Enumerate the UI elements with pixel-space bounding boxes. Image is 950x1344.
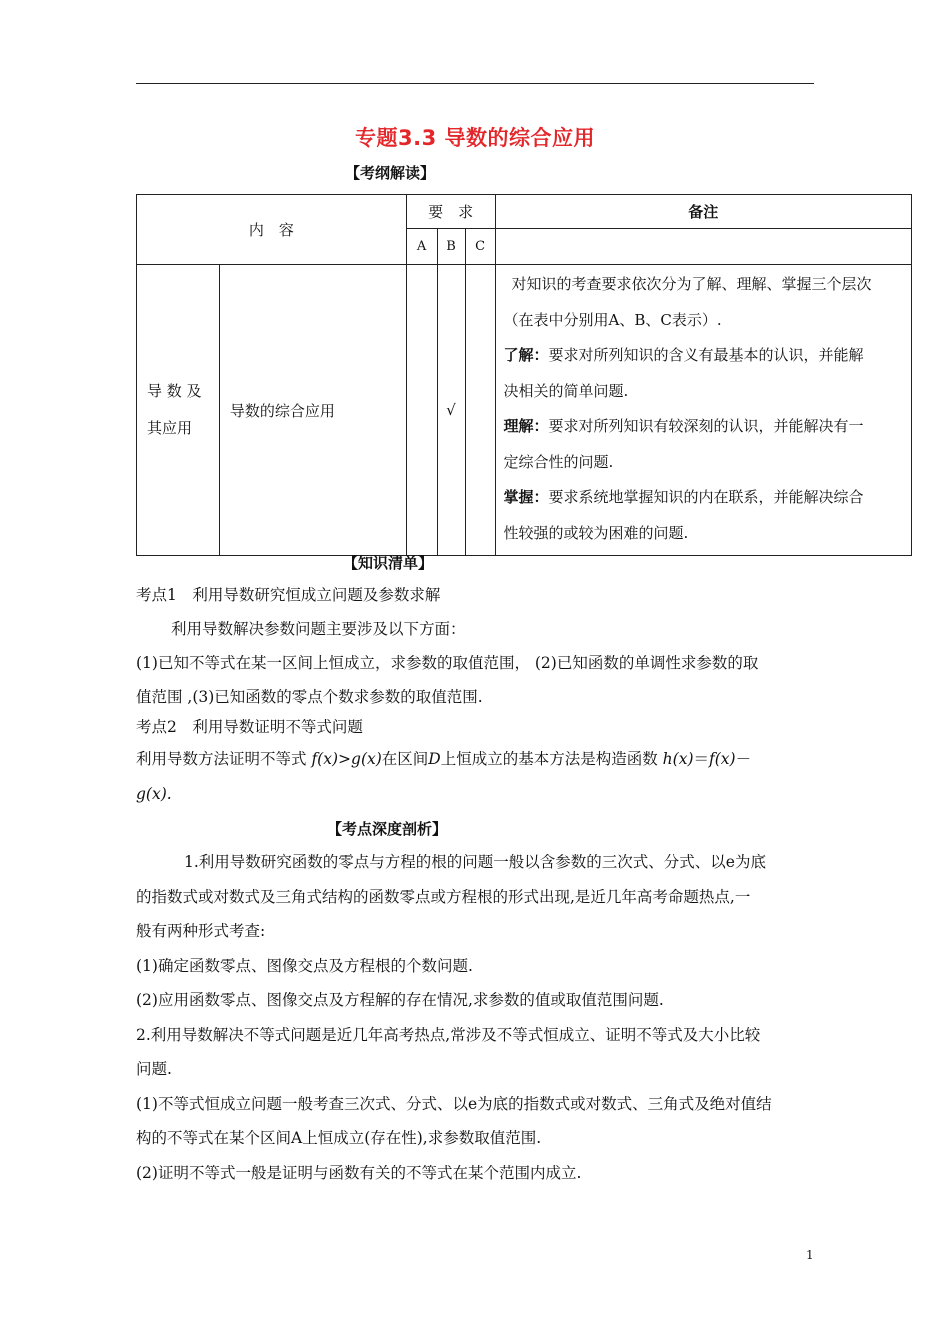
kp2-line1	[136, 744, 826, 774]
header-requirement: 要 求	[406, 195, 495, 229]
formula-eq: ＝	[693, 750, 710, 768]
deep-line: 1.利用导数研究函数的零点与方程的根的问题一般以含参数的三次式、分式、以e为底	[184, 853, 766, 871]
header-rule	[136, 83, 814, 84]
deep-line: (2)应用函数零点、图像交点及方程解的存在情况,求参数的值或取值范围问题.	[136, 991, 664, 1009]
syllabus-table	[136, 194, 912, 556]
header-note: 备注	[495, 195, 911, 229]
cell-c	[465, 265, 495, 556]
formula-minus: －	[735, 750, 752, 768]
level-note-empty	[495, 229, 911, 265]
kp2-title: 考点2 利用导数证明不等式问题	[136, 718, 363, 736]
section-heading-syllabus: 【考纲解读】	[345, 164, 436, 182]
deep-line: 的指数式或对数式及三角式结构的函数零点或方程根的形式出现,是近几年高考命题热点,一	[136, 887, 751, 906]
section-heading-knowledge: 【知识清单】	[343, 554, 434, 572]
deep-line: 般有两种形式考查:	[136, 922, 266, 940]
note-line: （在表中分别用A、B、C表示）.	[503, 310, 722, 329]
note-item-understand-basic	[504, 338, 905, 374]
note-cell	[495, 265, 911, 556]
item-cell: 导数的综合应用	[219, 265, 406, 556]
section-heading-deep: 【考点深度剖析】	[327, 820, 448, 838]
formula-f2: f(x)	[709, 750, 736, 768]
kp1-title: 考点1 利用导数研究恒成立问题及参数求解	[136, 586, 441, 604]
formula-gt: >	[338, 750, 352, 768]
kp1-line2: 值范围 ,(3)已知函数的零点个数求参数的取值范围.	[136, 688, 483, 706]
note-item-master	[504, 480, 905, 516]
formula-h: h(x)	[662, 750, 694, 768]
deep-line: (1)确定函数零点、图像交点及方程根的个数问题.	[136, 956, 473, 975]
knowledge-point-1	[136, 578, 816, 714]
cell-b-check: √	[437, 265, 465, 556]
deep-line: (2)证明不等式一般是证明与函数有关的不等式在某个范围内成立.	[136, 1163, 582, 1182]
level-b: B	[437, 229, 465, 265]
note-text: 决相关的简单问题.	[503, 381, 629, 400]
level-a: A	[406, 229, 437, 265]
deep-line: (1)不等式恒成立问题一般考查三次式、分式、以e为底的指数式或对数式、三角式及绝对值结	[136, 1094, 772, 1113]
note-label: 掌握：	[503, 488, 549, 506]
level-c: C	[465, 229, 495, 265]
note-text: 要求系统地掌握知识的内在联系，并能解决综合	[548, 488, 864, 506]
deep-analysis	[136, 845, 818, 1190]
deep-line: 2.利用导数解决不等式问题是近几年高考热点,常涉及不等式恒成立、证明不等式及大小比较	[136, 1025, 761, 1044]
formula-d: D	[428, 750, 441, 768]
note-text: 性较强的或较为困难的问题.	[503, 523, 689, 542]
note-item-understand	[504, 409, 905, 445]
kp1-line1: (1)已知不等式在某一区间上恒成立，求参数的取值范围， (2)已知函数的单调性求参数的取	[136, 654, 759, 672]
cell-a	[406, 265, 437, 556]
topic-cell: 导 数 及 其应用	[137, 265, 220, 556]
kp2-line2: g(x).	[136, 785, 172, 803]
kp2-text: 利用导数方法证明不等式	[136, 750, 312, 768]
formula-g: g(x)	[351, 750, 382, 768]
knowledge-point-2	[136, 710, 826, 814]
note-line: 对知识的考查要求依次分为了解、理解、掌握三个层次	[511, 275, 872, 293]
note-text: 定综合性的问题.	[503, 452, 614, 471]
formula-f: f(x)	[311, 750, 339, 768]
kp2-text: 在区间	[381, 750, 429, 768]
note-label: 了解：	[503, 346, 549, 364]
kp1-intro: 利用导数解决参数问题主要涉及以下方面：	[171, 620, 466, 638]
kp2-text: 上恒成立的基本方法是构造函数	[440, 750, 663, 768]
deep-line: 问题.	[136, 1060, 172, 1078]
header-content: 内 容	[137, 195, 407, 265]
page-title: 专题3.3 导数的综合应用	[354, 126, 595, 150]
note-text: 要求对所列知识的含义有最基本的认识，并能解	[548, 346, 864, 364]
deep-line: 构的不等式在某个区间A上恒成立(存在性),求参数取值范围.	[136, 1129, 542, 1147]
note-text: 要求对所列知识有较深刻的认识，并能解决有一	[548, 417, 864, 435]
note-label: 理解：	[503, 417, 549, 435]
page-number: 1	[806, 1248, 814, 1262]
